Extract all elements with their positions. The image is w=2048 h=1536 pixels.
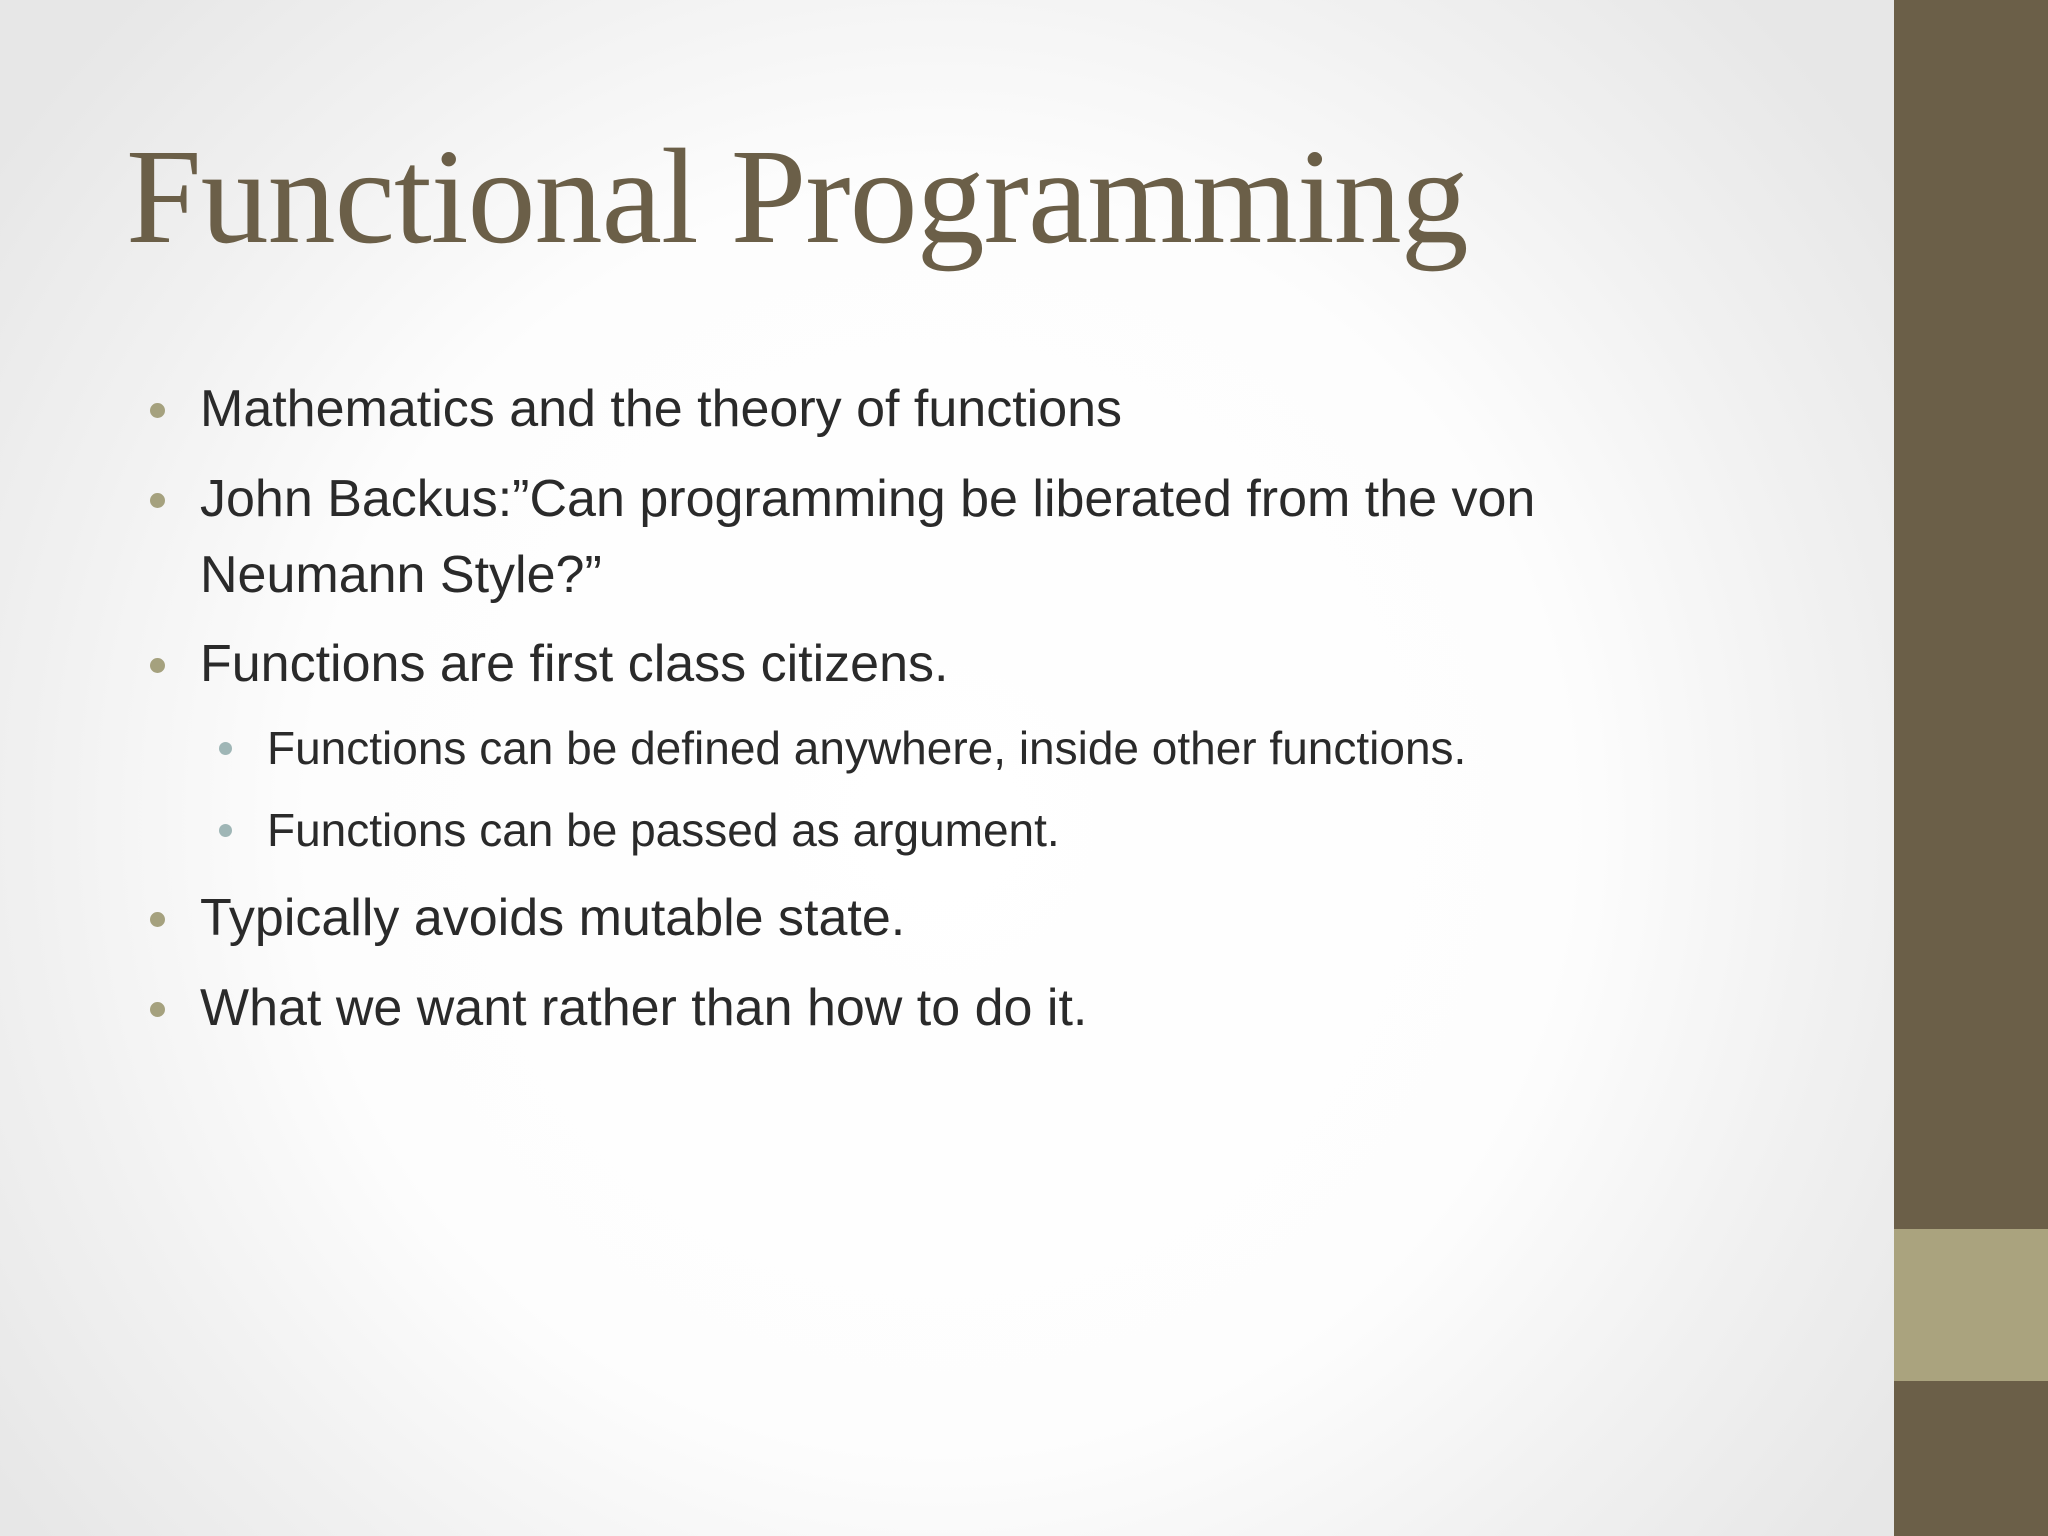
bullet-item (200, 880, 905, 956)
sub-bullet-icon (219, 742, 232, 755)
bullet-item (200, 970, 1087, 1046)
bullet-text-line: John Backus:”Can programming be liberated from the von (200, 470, 1536, 528)
bullet-text: Functions are first class citizens. (200, 635, 949, 693)
bullet-item (200, 371, 1122, 447)
sub-bullet-item (267, 796, 1060, 864)
bullet-text-line: Neumann Style?” (200, 546, 602, 604)
sub-bullet-text: Functions can be defined anywhere, inside other functions. (267, 722, 1467, 774)
bullet-item (200, 626, 948, 702)
sub-bullet-text: Functions can be passed as argument. (267, 804, 1060, 856)
bullet-item (200, 461, 1535, 613)
bullet-icon (150, 493, 165, 508)
bullet-text: What we want rather than how to do it. (200, 979, 1088, 1037)
bullet-text: Mathematics and the theory of functions (200, 380, 1123, 438)
bullet-icon (150, 912, 165, 927)
bullet-icon (150, 658, 165, 673)
side-bar-accent (1894, 1229, 2048, 1381)
bullet-icon (150, 1002, 165, 1017)
sub-bullet-item (267, 714, 1466, 782)
bullet-text: Typically avoids mutable state. (200, 889, 906, 947)
bullet-icon (150, 403, 165, 418)
slide-title: Functional Programming (126, 122, 1468, 272)
sub-bullet-icon (219, 824, 232, 837)
